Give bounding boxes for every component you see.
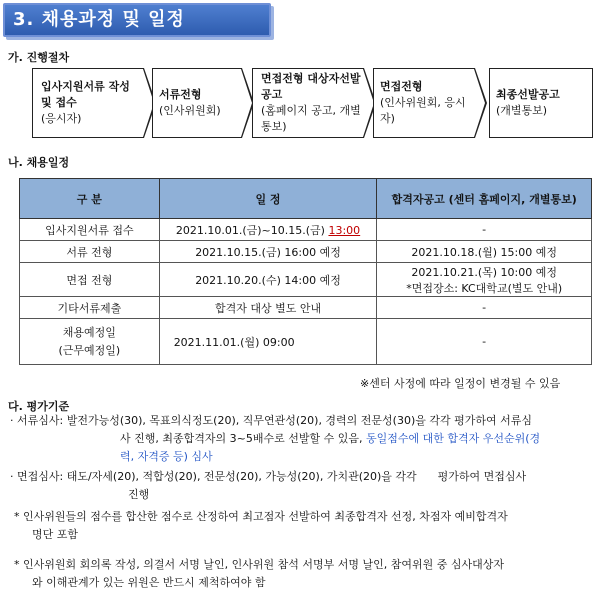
process-step-4-title: 면접전형 xyxy=(380,80,423,93)
row-schedule: 2021.10.15.(금) 16:00 예정 xyxy=(159,241,377,263)
table-header-row xyxy=(20,179,592,219)
process-step-2-sub: (인사위원회) xyxy=(159,104,221,117)
process-step-1-sub: (응시자) xyxy=(41,112,82,125)
row-schedule: 2021.10.20.(수) 14:00 예정 xyxy=(159,263,377,297)
row-label: 기타서류제출 xyxy=(20,297,160,319)
process-step-5 xyxy=(489,68,593,138)
process-step-1-title: 입사지원서류 작성 및 접수 xyxy=(41,80,130,109)
schedule-table xyxy=(19,178,592,365)
row-notice: 2021.10.18.(월) 15:00 예정 xyxy=(377,241,592,263)
row-schedule: 2021.10.01.(금)~10.15.(금) 13:00 xyxy=(159,219,377,241)
process-step-4 xyxy=(373,68,475,138)
row-notice: - xyxy=(377,219,592,241)
section-criteria-heading: 다. 평가기준 xyxy=(8,400,70,413)
table-row xyxy=(20,241,592,263)
criteria-document: · 서류심사: 발전가능성(30), 목표의식정도(20), 직무연관성(20), 경력의 전문성(30)을 각각 평가하여 서류심 사 진행, 최종합격자의 3~5배수로 선발할 수 있음, 동일점수에 대한 합격자 우선순위(경 력, 자격증 등) 심사 xyxy=(10,414,541,463)
header-schedule: 일 정 xyxy=(159,179,377,219)
process-step-2 xyxy=(152,68,242,138)
row-notice: - xyxy=(377,297,592,319)
process-step-3-sub: (홈페이지 공고, 개별통보) xyxy=(261,104,361,133)
priority-text: 동일점수에 대한 합격자 우선순위(경 xyxy=(365,432,541,445)
page-title: 3. 채용과정 및 일정 xyxy=(3,3,271,37)
process-step-4-sub: (인사위원회, 응시자) xyxy=(380,96,466,125)
row-label: 채용예정일 (근무예정일) xyxy=(20,319,160,365)
process-arrow-4 xyxy=(475,68,487,138)
row-label: 면접 전형 xyxy=(20,263,160,297)
schedule-note: ※센터 사정에 따라 일정이 변경될 수 있음 xyxy=(360,377,561,390)
section-process-heading: 가. 진행절차 xyxy=(8,51,70,64)
interview-location: *면접장소: KC대학교(별도 안내) xyxy=(406,281,563,295)
process-step-1 xyxy=(32,68,144,138)
criteria-interview: · 면접심사: 태도/자세(20), 적합성(20), 전문성(20), 가능성(20), 가치관(20)을 각각 평가하여 면접심사 진행 xyxy=(10,470,527,501)
table-row xyxy=(20,263,592,297)
criteria-note-1: * 인사위원들의 점수를 합산한 점수로 산정하여 최고점자 선발하여 최종합격자 선정, 차점자 예비합격자 명단 포함 xyxy=(14,510,508,541)
row-notice: - xyxy=(377,319,592,365)
process-step-3-title: 면접전형 대상자선발공고 xyxy=(261,72,361,101)
header-category: 구 분 xyxy=(20,179,160,219)
table-row xyxy=(20,219,592,241)
deadline-time: 13:00 xyxy=(328,223,361,237)
row-schedule: 2021.11.01.(월) 09:00 xyxy=(159,319,377,365)
row-label: 서류 전형 xyxy=(20,241,160,263)
section-schedule-heading: 나. 채용일정 xyxy=(8,156,70,169)
process-step-5-sub: (개별통보) xyxy=(496,104,548,117)
table-row xyxy=(20,297,592,319)
row-notice: 2021.10.21.(목) 10:00 예정 *면접장소: KC대학교(별도 안내) xyxy=(377,263,592,297)
process-step-2-title: 서류전형 xyxy=(159,88,202,101)
row-label: 입사지원서류 접수 xyxy=(20,219,160,241)
process-step-5-title: 최종선발공고 xyxy=(496,88,560,101)
criteria-note-2: * 인사위원회 회의록 작성, 의결서 서명 날인, 인사위원 참석 서명부 서명 날인, 참여위원 중 심사대상자 와 이해관계가 있는 위원은 반드시 제척하여야 함 xyxy=(14,558,504,589)
header-notice: 합격자공고 (센터 홈페이지, 개별통보) xyxy=(377,179,592,219)
process-step-3 xyxy=(252,68,364,138)
table-row xyxy=(20,319,592,365)
row-schedule: 합격자 대상 별도 안내 xyxy=(159,297,377,319)
